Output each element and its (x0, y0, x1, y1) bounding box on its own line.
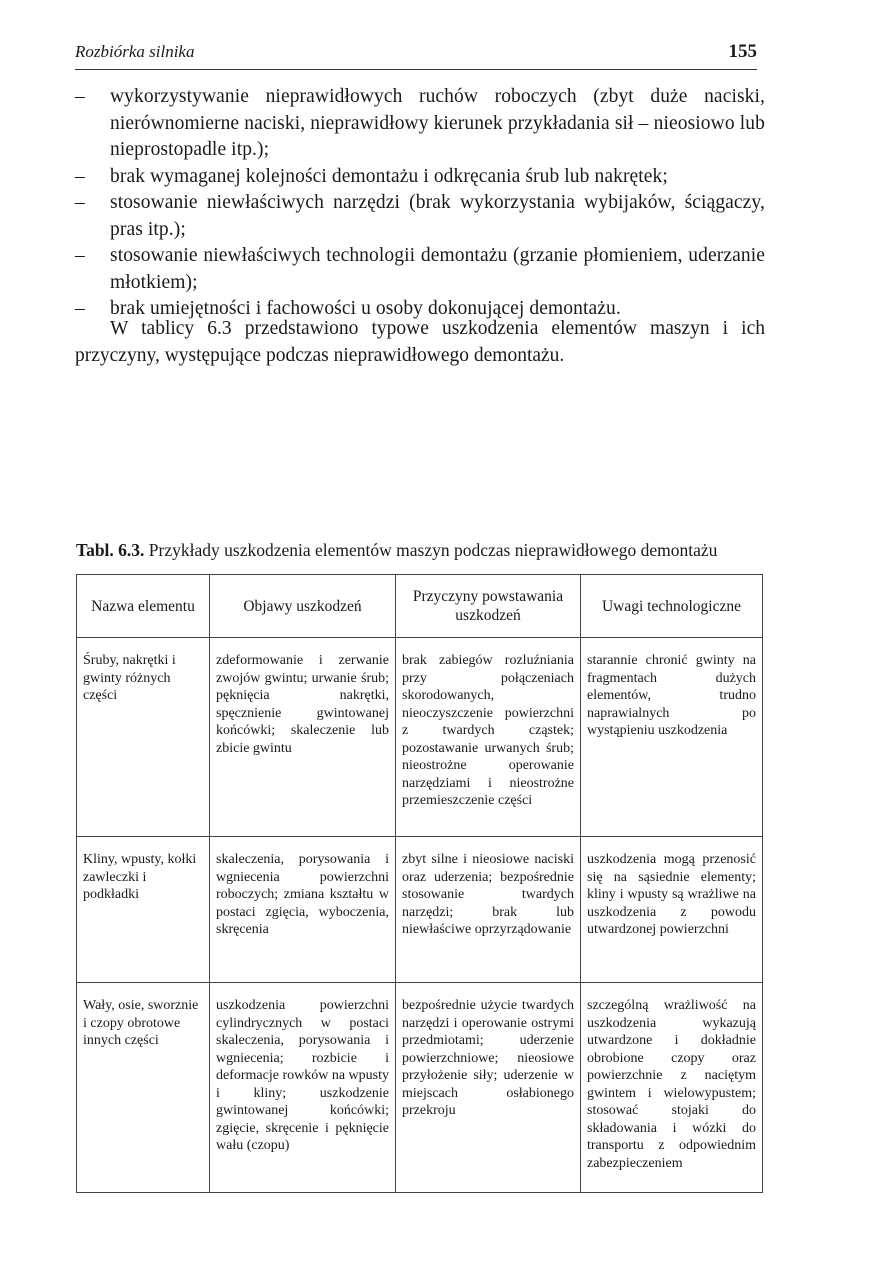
cell-causes: brak zabiegów rozluźniania przy połączeniach skorodowanych, nieoczyszczenie powierzchni z twardych cząstek; pozostawanie urwanych śrub; nieostrożne operowanie narzędziami i nieostrożne przemieszczenie części (396, 638, 581, 837)
cell-causes: zbyt silne i nieosiowe naciski oraz uderzenia; bezpośrednie stosowanie twardych narzędzi; brak lub niewłaściwe oprzyrządowanie (396, 837, 581, 983)
cell-symptoms: uszkodzenia powierzchni cylindrycznych w postaci skaleczenia, porysowania i wgniecenia; rozbicie i deformacje rowków na wpusty i kliny; uszkodzenie gwintowanej końcówki; zgięcie, skręcenie i pęknięcie wału (czopu) (210, 983, 396, 1193)
list-item: – brak wymaganej kolejności demontażu i odkręcania śrub lub nakrętek; (75, 164, 765, 191)
header-element-name: Nazwa elementu (77, 575, 210, 638)
header-causes: Przyczyny powstawania uszkodzeń (396, 575, 581, 638)
list-item: – stosowanie niewłaściwych narzędzi (brak wykorzystania wybijaków, ściągaczy, pras itp.); (75, 192, 765, 240)
dash-marker: – (75, 165, 85, 187)
list-item: – brak umiejętności i fachowości u osoby dokonującej demontażu. (75, 296, 765, 323)
header-notes: Uwagi technologiczne (581, 575, 763, 638)
table-caption-text: Przykłady uszkodzenia elementów maszyn podczas nieprawidłowego demontażu (148, 540, 718, 560)
table-caption-label: Tabl. 6.3. (76, 540, 145, 560)
header-symptoms: Objawy uszkodzeń (210, 575, 396, 638)
cell-symptoms: zdeformowanie i zerwanie zwojów gwintu; urwanie śrub; pęknięcia nakrętki, spęcznienie gwintowanej końcówki; skaleczenie lub zbicie gwintu (210, 638, 396, 837)
dash-marker: – (75, 86, 85, 107)
table-row (77, 983, 763, 1193)
body-paragraph: W tablicy 6.3 przedstawiono typowe uszkodzenia elementów maszyn i ich przyczyny, występujące podczas nieprawidłowego demontażu. (75, 318, 765, 366)
table-caption (76, 540, 776, 561)
dash-marker: – (75, 192, 85, 213)
dash-marker: – (75, 245, 85, 266)
cell-notes: szczególną wrażliwość na uszkodzenia wykazują utwardzone i dokładnie obrobione czopy oraz powierzchnie z naciętym gwintem i wielowypustem; stosować stojaki do składowania i wózki do transportu z odpowiednim zabezpieczeniem (581, 983, 763, 1193)
damage-table (76, 574, 763, 1193)
cell-notes: starannie chronić gwinty na fragmentach dużych elementów, trudno naprawialnych po wystąpieniu uszkodzenia (581, 638, 763, 837)
cell-element-name: Wały, osie, sworznie i czopy obrotowe innych części (77, 983, 210, 1193)
page-header (75, 40, 757, 70)
table-row (77, 837, 763, 983)
cell-causes: bezpośrednie użycie twardych narzędzi i operowanie ostrymi przedmiotami; uderzenie powierzchniowe; nieosiowe przyłożenie siły; uderzenie w miejscach osłabionego przekroju (396, 983, 581, 1193)
cell-element-name: Kliny, wpusty, kołki zawleczki i podkładki (77, 837, 210, 983)
cell-notes: uszkodzenia mogą przenosić się na sąsiednie elementy; kliny i wpusty są wrażliwe na uszkodzenia z powodu utwardzonej powierzchni (581, 837, 763, 983)
bullet-list (75, 84, 765, 323)
cell-symptoms: skaleczenia, porysowania i wgniecenia powierzchni roboczych; zmiana kształtu w postaci zgięcia, wyboczenia, skręcenia (210, 837, 396, 983)
table-header-row (77, 575, 763, 638)
list-item: – stosowanie niewłaściwych technologii demontażu (grzanie płomieniem, uderzanie młotkiem); (75, 245, 765, 293)
page-number: 155 (728, 41, 757, 62)
cell-element-name: Śruby, nakrętki i gwinty różnych części (77, 638, 210, 837)
list-item: – wykorzystywanie nieprawidłowych ruchów roboczych (zbyt duże naciski, nierównomierne naciski, nieprawidłowy kierunek przykładania sił – nieosiowo lub nieprostopadle itp.); (75, 86, 765, 160)
running-title: Rozbiórka silnika (75, 42, 195, 61)
dash-marker: – (75, 298, 85, 319)
table-row (77, 638, 763, 837)
